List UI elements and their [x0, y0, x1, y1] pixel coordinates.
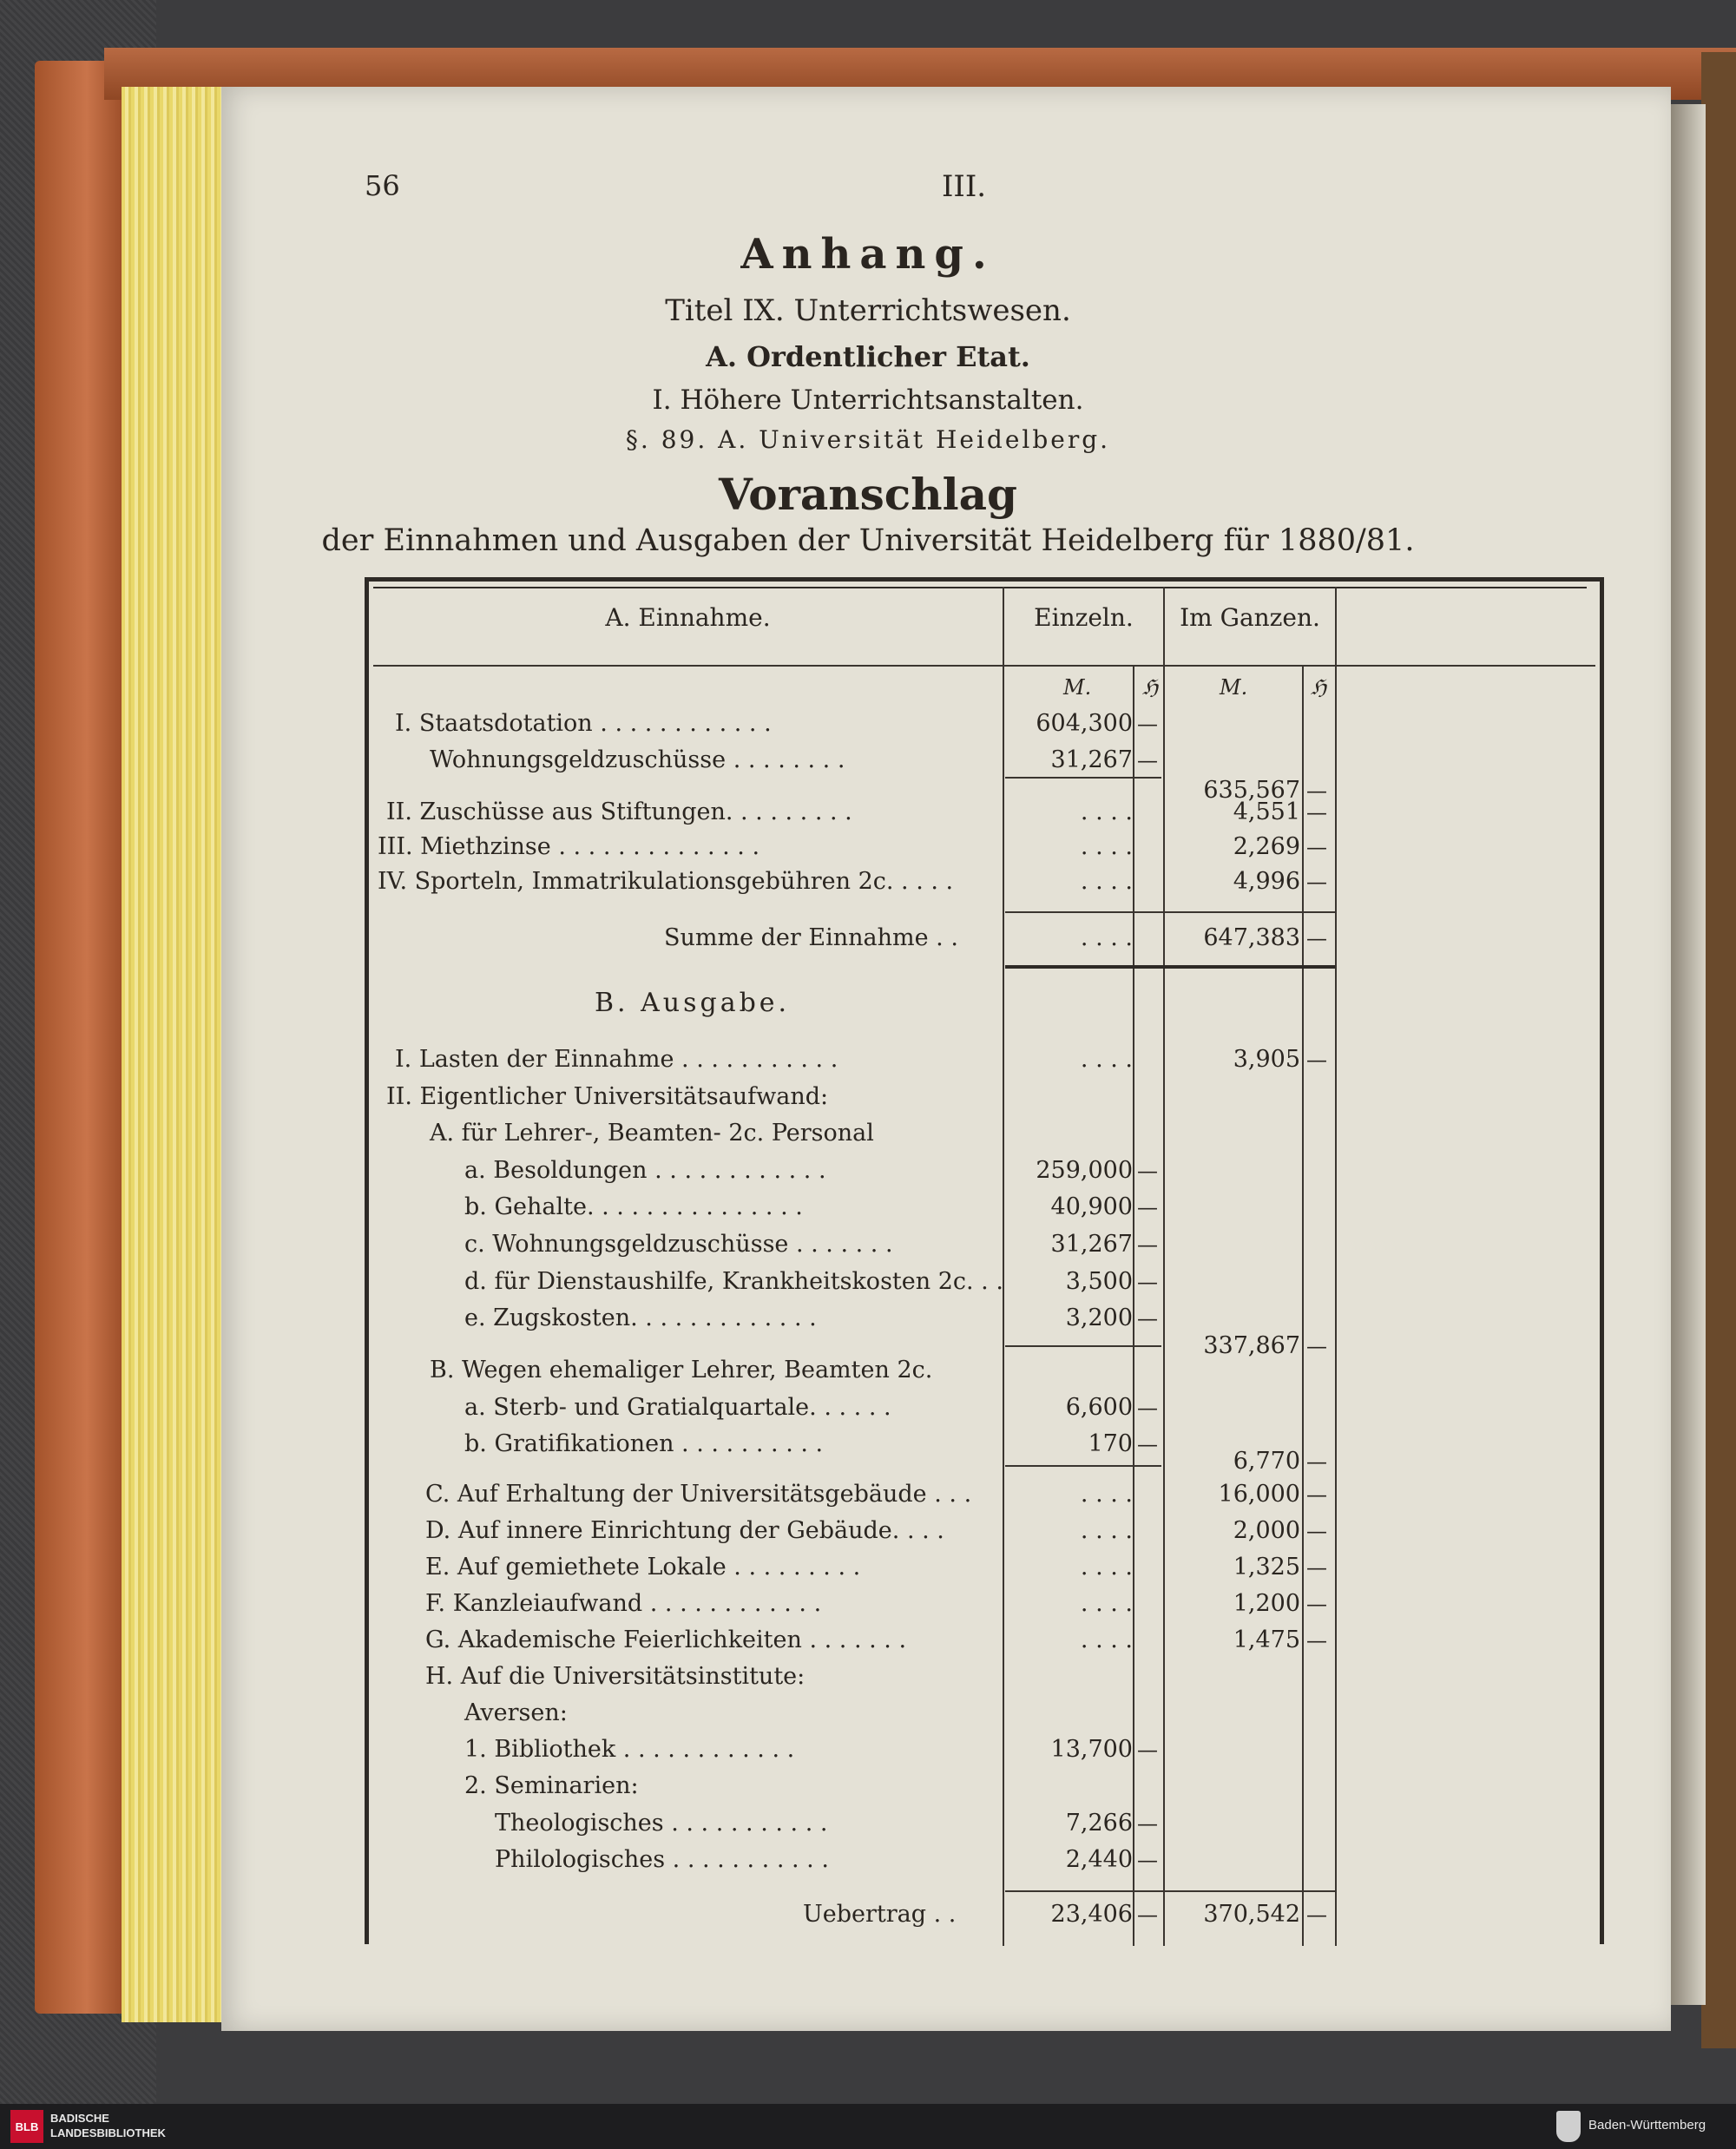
summe-value: 647,383 — [1203, 924, 1300, 951]
pf-dash: — — [1137, 1232, 1158, 1257]
ausgabe-label: d. für Dienstaushilfe, Krankheitskosten 2c. . . — [464, 1268, 1003, 1295]
col-header-ganzen: Im Ganzen. — [1180, 603, 1320, 632]
ausgabe-label: e. Zugskosten. . . . . . . . . . . . . — [464, 1305, 817, 1331]
bw-name[interactable]: Baden-Württemberg — [1588, 2118, 1706, 2133]
pf-dash: — — [1137, 748, 1158, 772]
ausgabe-ganzen: 1,325 — [1233, 1554, 1300, 1581]
ausgabe-heading: B. Ausgabe. — [595, 988, 791, 1018]
ausgabe-ganzen: 3,905 — [1233, 1046, 1300, 1073]
pf-dash: — — [1306, 1903, 1327, 1927]
pf-dash: — — [1306, 1555, 1327, 1580]
ausgabe-einzeln: 40,900 — [1050, 1193, 1133, 1220]
einnahme-einzeln: 31,267 — [1050, 746, 1133, 773]
pf-dash: — — [1306, 1519, 1327, 1543]
col-divider-einzeln-pf — [1133, 665, 1134, 1946]
summe-einzeln: . . . . — [1080, 924, 1133, 951]
heading-ordentlich: A. Ordentlicher Etat. — [706, 340, 1030, 373]
ausgabe-label: D. Auf innere Einrichtung der Gebäude. . . . — [425, 1517, 944, 1544]
ausgabe-ganzen: 2,000 — [1233, 1517, 1300, 1544]
ausgabe-einzeln: 13,700 — [1050, 1736, 1133, 1763]
heading-anhang: Anhang. — [740, 230, 996, 279]
ausgabe-einzeln: 3,200 — [1065, 1305, 1133, 1331]
einnahme-ganzen: 2,269 — [1233, 833, 1300, 860]
pf-dash: — — [1137, 1811, 1158, 1836]
ausgabe-label: b. Gratifikationen . . . . . . . . . . — [464, 1430, 824, 1457]
pf-dash: — — [1306, 835, 1327, 859]
einnahme-label: IV. Sporteln, Immatrikulationsgebühren 2c. . . . . — [378, 868, 954, 895]
col-divider-end — [1335, 587, 1337, 1946]
pf-dash: — — [1137, 1195, 1158, 1219]
pf-dash: — — [1306, 926, 1327, 950]
ausgabe-label: E. Auf gemiethete Lokale . . . . . . . . . — [425, 1554, 861, 1581]
col-divider-ganzen — [1163, 587, 1165, 1946]
unit-mark-einzeln: M. — [1063, 675, 1092, 700]
heading-subtitle: der Einnahmen und Ausgaben der Universität Heidelberg für 1880/81. — [321, 523, 1415, 558]
ausgabe-label: 1. Bibliothek . . . . . . . . . . . . — [464, 1736, 795, 1763]
einnahme-label: II. Zuschüsse aus Stiftungen. . . . . . . . . — [386, 798, 852, 825]
pf-dash: — — [1137, 1738, 1158, 1762]
einnahme-label: Wohnungsgeldzuschüsse . . . . . . . . — [430, 746, 845, 773]
blb-name — [50, 2111, 311, 2140]
einnahme-einzeln: . . . . — [1080, 868, 1133, 895]
col-divider-ganzen-pf — [1302, 665, 1304, 1946]
einnahme-label: I. Staatsdotation . . . . . . . . . . . . — [395, 710, 772, 737]
einnahme-ganzen: 4,551 — [1233, 798, 1300, 825]
subtotal-rule — [1005, 1345, 1161, 1347]
summe-rule — [1005, 911, 1335, 913]
table-top-rule — [373, 587, 1587, 588]
pf-dash: — — [1137, 1903, 1158, 1927]
heading-paragraph: §. 89. A. Universität Heidelberg. — [625, 425, 1111, 454]
pf-dash: — — [1306, 1482, 1327, 1507]
pf-dash: — — [1306, 1449, 1327, 1474]
einnahme-einzeln: 604,300 — [1036, 710, 1133, 737]
ausgabe-label: Theologisches . . . . . . . . . . . — [495, 1810, 828, 1837]
ausgabe-einzeln: 31,267 — [1050, 1231, 1133, 1258]
einnahme-ganzen: 4,996 — [1233, 868, 1300, 895]
uebertrag-label: Uebertrag . . — [803, 1901, 957, 1928]
unit-pf-einzeln: ℌ — [1142, 675, 1159, 700]
ausgabe-ganzen: 16,000 — [1218, 1481, 1300, 1508]
pf-dash: — — [1306, 800, 1327, 825]
ausgabe-label: Philologisches . . . . . . . . . . . — [495, 1846, 829, 1873]
heading-hoehere: I. Höhere Unterrichtsanstalten. — [652, 384, 1084, 416]
ausgabe-einzeln: . . . . — [1080, 1627, 1133, 1653]
blb-name-line1: BADISCHE — [50, 2112, 109, 2125]
ausgabe-ganzen: 6,770 — [1233, 1448, 1300, 1475]
part-number: III. — [942, 169, 987, 204]
page-edge-gilt — [122, 87, 226, 2022]
pf-dash: — — [1137, 712, 1158, 736]
unit-mark-ganzen: M. — [1220, 675, 1248, 700]
summe-double-rule — [1005, 965, 1335, 969]
col-divider-einzeln — [1003, 587, 1004, 1946]
ausgabe-einzeln: . . . . — [1080, 1590, 1133, 1617]
pf-dash: — — [1306, 779, 1327, 803]
ausgabe-einzeln: . . . . — [1080, 1481, 1133, 1508]
blb-name-line2: LANDESBIBLIOTHEK — [50, 2126, 166, 2139]
ausgabe-label: a. Sterb- und Gratialquartale. . . . . . — [464, 1394, 891, 1421]
ausgabe-einzeln: 259,000 — [1036, 1157, 1133, 1184]
uebertrag-einzeln: 23,406 — [1050, 1901, 1133, 1928]
ausgabe-ganzen: 337,867 — [1203, 1332, 1300, 1359]
ausgabe-einzeln: 2,440 — [1065, 1846, 1133, 1873]
summe-label: Summe der Einnahme . . — [664, 924, 958, 951]
header-rule — [373, 665, 1595, 667]
ausgabe-einzeln: 6,600 — [1065, 1394, 1133, 1421]
ausgabe-einzeln: . . . . — [1080, 1046, 1133, 1073]
bw-crest-icon — [1556, 2111, 1581, 2142]
blb-logo[interactable]: BLB — [10, 2110, 43, 2143]
pf-dash: — — [1306, 1048, 1327, 1072]
ausgabe-label: c. Wohnungsgeldzuschüsse . . . . . . . — [464, 1231, 893, 1258]
col-header-main: A. Einnahme. — [605, 603, 771, 632]
subtotal-rule — [1005, 777, 1161, 779]
ausgabe-label: I. Lasten der Einnahme . . . . . . . . . . . — [395, 1046, 838, 1073]
pf-dash: — — [1306, 870, 1327, 894]
pf-dash: — — [1306, 1592, 1327, 1616]
ausgabe-label: H. Auf die Universitätsinstitute: — [425, 1663, 806, 1690]
einnahme-einzeln: . . . . — [1080, 833, 1133, 860]
page-number: 56 — [365, 169, 400, 202]
ausgabe-label: a. Besoldungen . . . . . . . . . . . . — [464, 1157, 826, 1184]
ausgabe-label: A. für Lehrer-, Beamten- 2c. Personal — [430, 1120, 874, 1147]
col-header-einzeln: Einzeln. — [1034, 603, 1134, 632]
ausgabe-label: Aversen: — [464, 1699, 568, 1726]
ausgabe-einzeln: 3,500 — [1065, 1268, 1133, 1295]
pf-dash: — — [1137, 1306, 1158, 1331]
ausgabe-label: 2. Seminarien: — [464, 1772, 639, 1799]
ausgabe-einzeln: . . . . — [1080, 1517, 1133, 1544]
pf-dash: — — [1137, 1848, 1158, 1872]
pf-dash: — — [1306, 1334, 1327, 1358]
pf-dash: — — [1137, 1396, 1158, 1420]
uebertrag-rule — [1005, 1890, 1335, 1892]
ausgabe-label: II. Eigentlicher Universitätsaufwand: — [386, 1083, 829, 1110]
ausgabe-label: C. Auf Erhaltung der Universitätsgebäude . . . — [425, 1481, 972, 1508]
subtotal-rule — [1005, 1465, 1161, 1467]
pf-dash: — — [1137, 1159, 1158, 1183]
pf-dash: — — [1137, 1270, 1158, 1294]
heading-voranschlag: Voranschlag — [719, 469, 1017, 520]
pf-dash: — — [1306, 1628, 1327, 1653]
einnahme-ganzen: 635,567 — [1203, 777, 1300, 804]
ausgabe-label: b. Gehalte. . . . . . . . . . . . . . . — [464, 1193, 803, 1220]
pf-dash: — — [1137, 1432, 1158, 1456]
unit-pf-ganzen: ℌ — [1311, 675, 1327, 700]
ausgabe-ganzen: 1,475 — [1233, 1627, 1300, 1653]
ausgabe-label: B. Wegen ehemaliger Lehrer, Beamten 2c. — [430, 1357, 933, 1383]
einnahme-label: III. Miethzinse . . . . . . . . . . . . . . — [378, 833, 760, 860]
ausgabe-label: G. Akademische Feierlichkeiten . . . . . . . — [425, 1627, 907, 1653]
ausgabe-einzeln: . . . . — [1080, 1554, 1133, 1581]
ausgabe-ganzen: 1,200 — [1233, 1590, 1300, 1617]
ausgabe-einzeln: 7,266 — [1065, 1810, 1133, 1837]
ausgabe-einzeln: 170 — [1088, 1430, 1133, 1457]
einnahme-einzeln: . . . . — [1080, 798, 1133, 825]
ausgabe-label: F. Kanzleiaufwand . . . . . . . . . . . . — [425, 1590, 822, 1617]
uebertrag-ganzen: 370,542 — [1203, 1901, 1300, 1928]
heading-titel: Titel IX. Unterrichtswesen. — [665, 293, 1071, 328]
